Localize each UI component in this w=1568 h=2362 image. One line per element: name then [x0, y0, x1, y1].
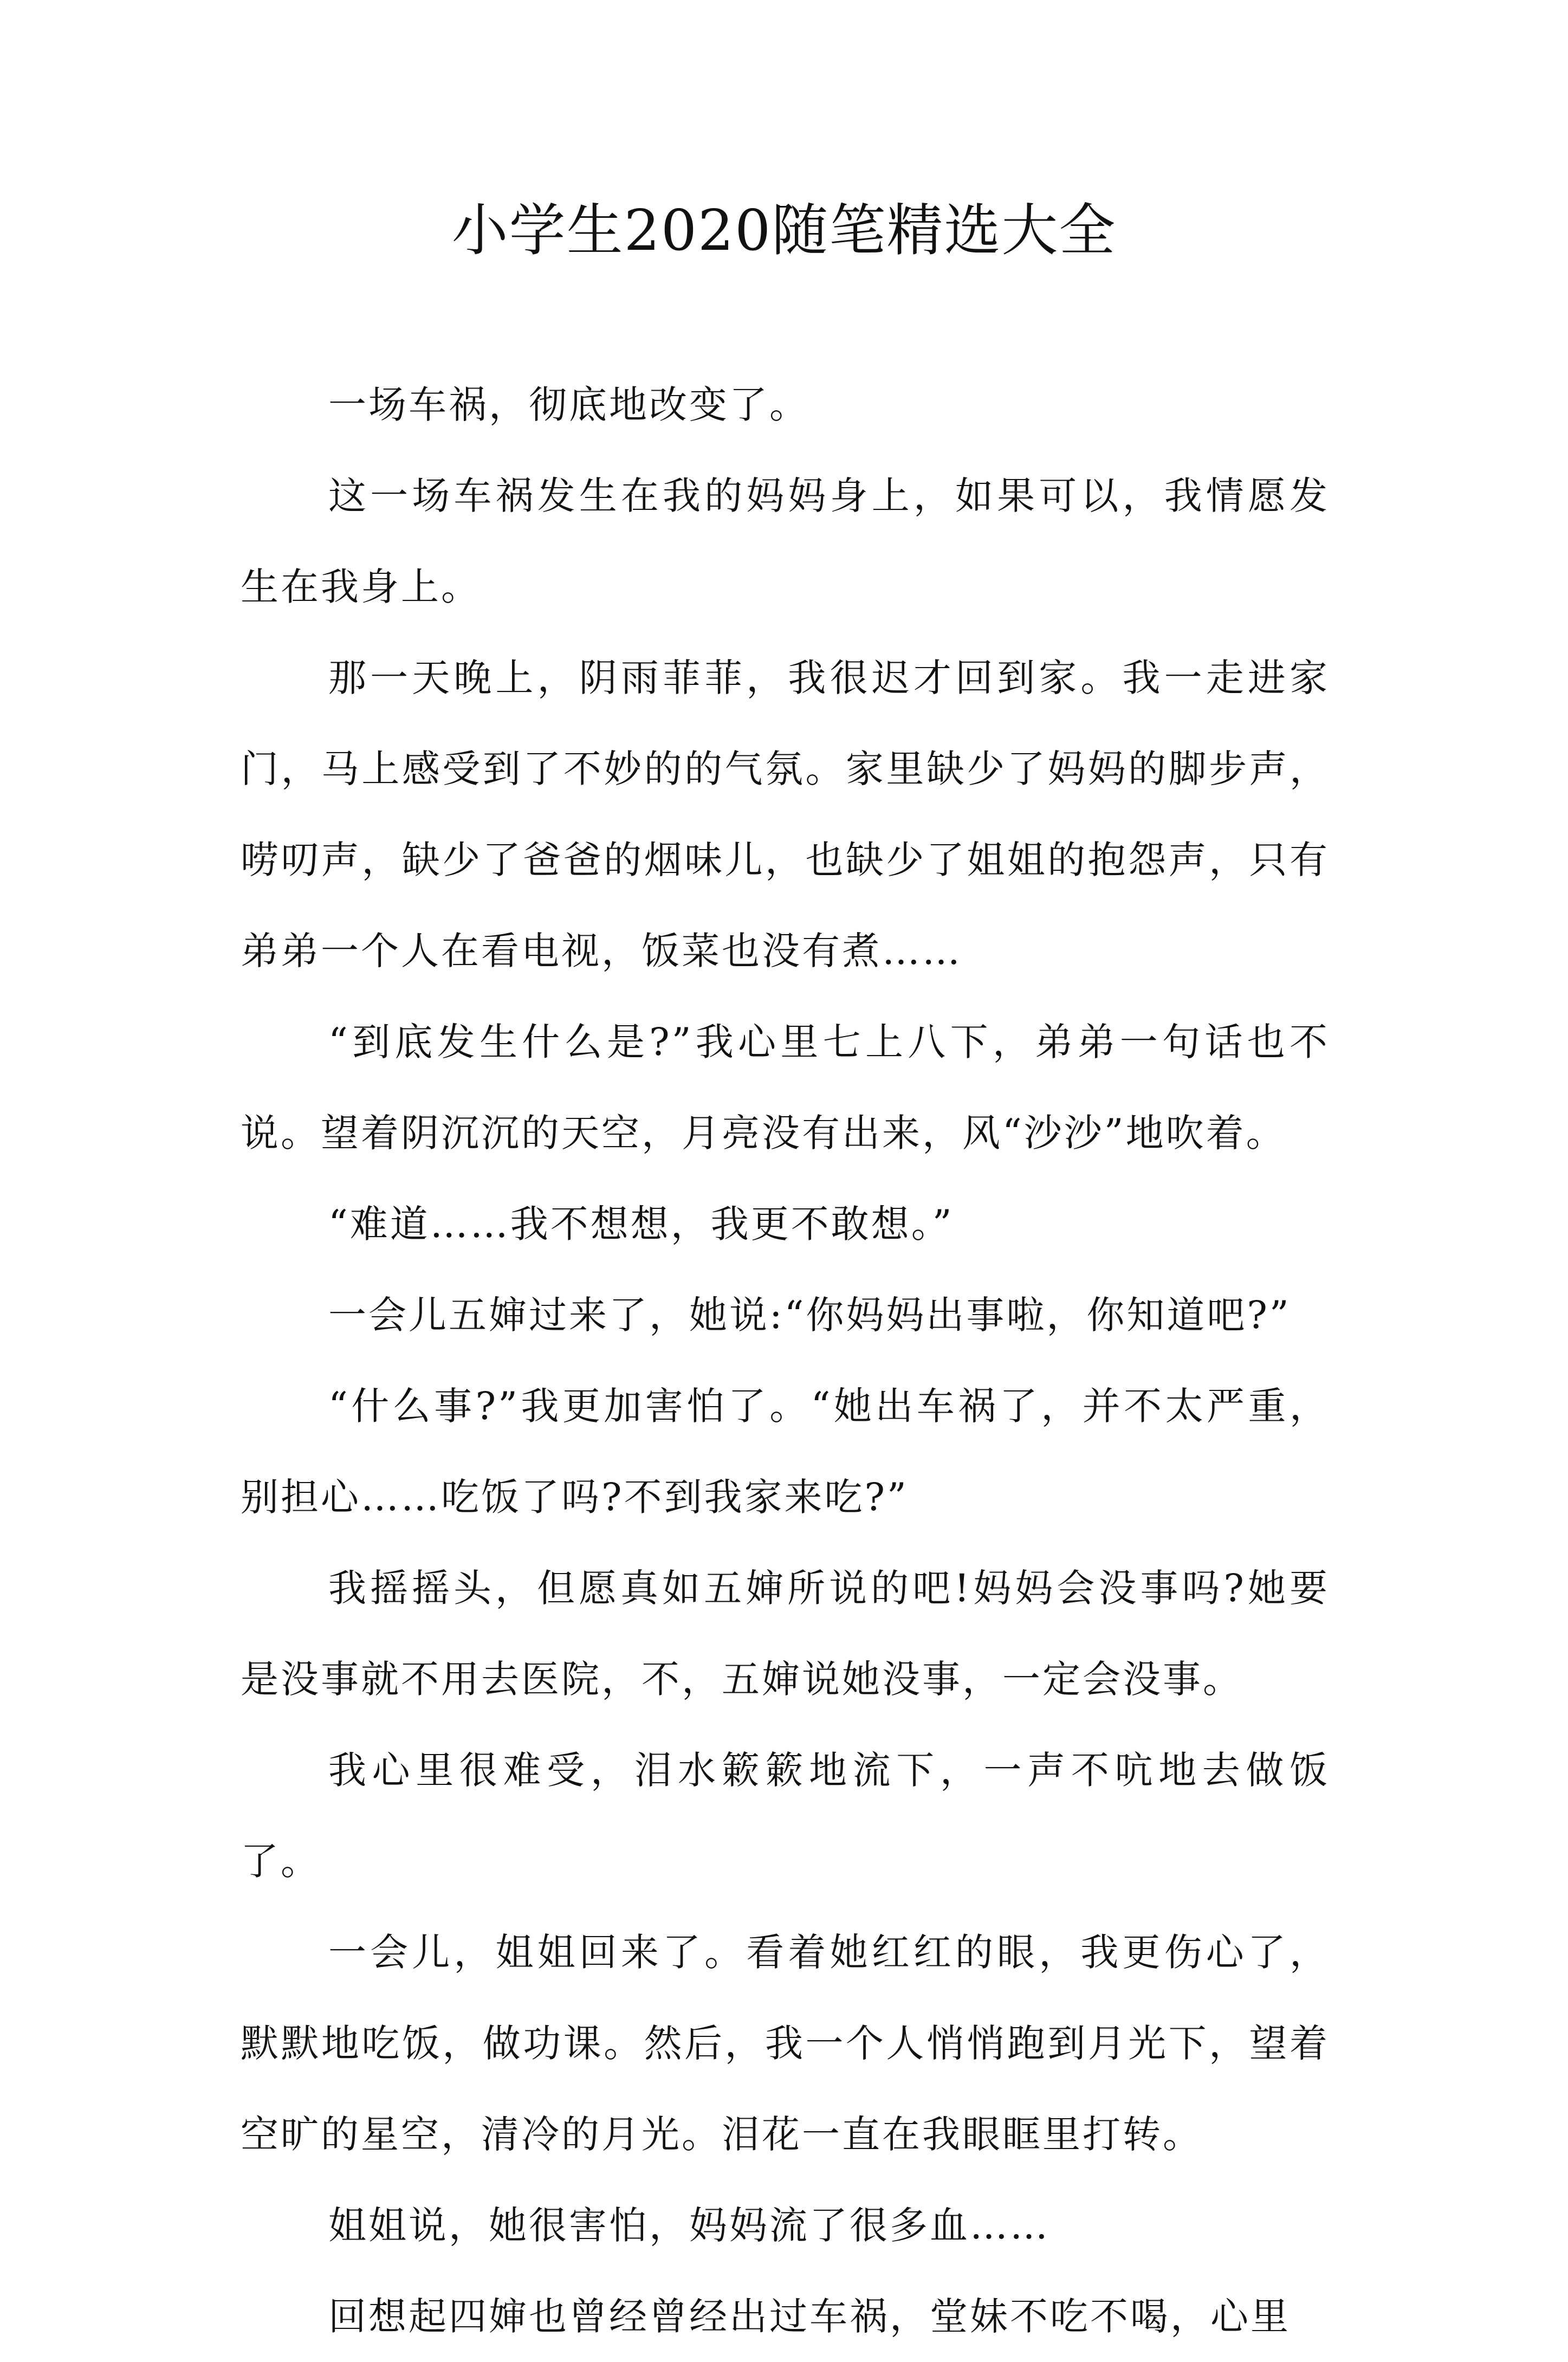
paragraph: “难道……我不想想，我更不敢想。”	[328, 1202, 954, 1246]
paragraph: “到底发生什么是?”我心里七上八下，弟弟一句话也不说。望着阴沉沉的天空，月亮没有出来，风“沙沙”地吹着。	[241, 1020, 1330, 1155]
document-body	[241, 359, 1330, 2362]
paragraph: 姐姐说，她很害怕，妈妈流了很多血……	[328, 2203, 1050, 2248]
paragraph: 回想起四婶也曾经曾经出过车祸，堂妹不吃不喝，心里	[328, 2294, 1291, 2339]
paragraph: “什么事?”我更加害怕了。“她出车祸了，并不太严重，别担心……吃饭了吗?不到我家来吃?”	[241, 1384, 1330, 1519]
paragraph: 一会儿五婶过来了，她说:“你妈妈出事啦，你知道吧?”	[328, 1293, 1291, 1337]
paragraph: 一会儿，姐姐回来了。看着她红红的眼，我更伤心了，默默地吃饭，做功课。然后，我一个人悄悄跑到月光下，望着空旷的星空，清冷的月光。泪花一直在我眼眶里打转。	[241, 1930, 1330, 2157]
paragraph: 这一场车祸发生在我的妈妈身上，如果可以，我情愿发生在我身上。	[241, 474, 1330, 609]
paragraph: 我摇摇头，但愿真如五婶所说的吧!妈妈会没事吗?她要是没事就不用去医院，不，五婶说她没事，一定会没事。	[241, 1566, 1330, 1701]
paragraph: 我心里很难受，泪水簌簌地流下，一声不吭地去做饭了。	[241, 1748, 1330, 1884]
paragraph: 那一天晚上，阴雨菲菲，我很迟才回到家。我一走进家门，马上感受到了不妙的的气氛。家里缺少了妈妈的脚步声，唠叨声，缺少了爸爸的烟味儿，也缺少了姐姐的抱怨声，只有弟弟一个人在看电视，饭菜也没有煮……	[241, 656, 1330, 973]
document-title: 小学生2020随笔精选大全	[451, 197, 1117, 263]
paragraph: 一场车祸，彻底地改变了。	[328, 383, 809, 427]
